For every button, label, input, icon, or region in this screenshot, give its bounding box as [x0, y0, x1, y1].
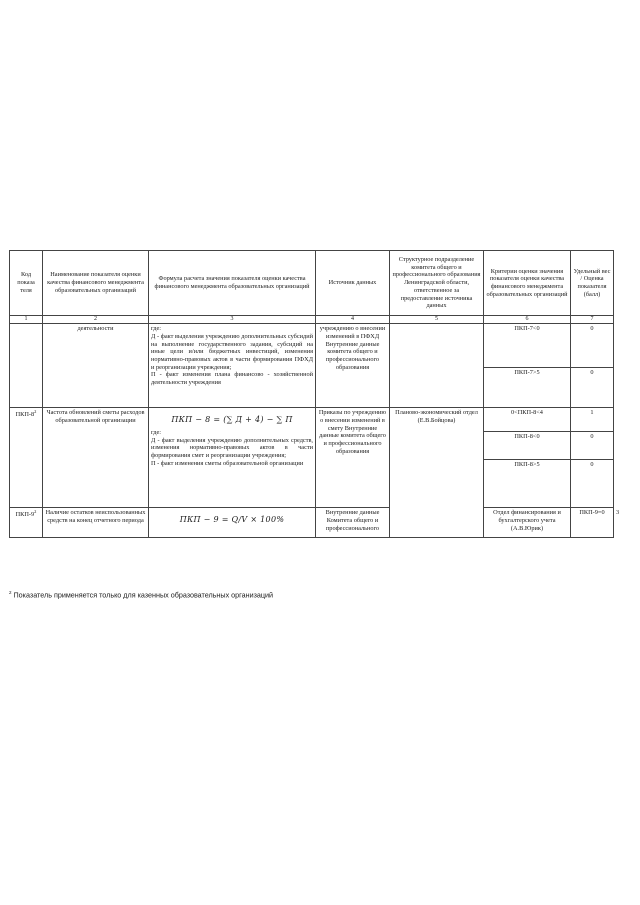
column-number: 2: [43, 316, 149, 324]
criteria-cell: ПКП-8>5: [484, 460, 571, 508]
indicator-name: деятельности: [43, 324, 149, 408]
table-header-row: [10, 251, 614, 316]
criteria-cell: ПКП-7<0: [484, 324, 571, 368]
code-cell: ПКП-$8^2$: [10, 408, 43, 508]
footnote-marker: 2: [9, 590, 12, 595]
formula-cell: [149, 408, 316, 508]
score-cell: 0: [571, 432, 614, 460]
formula-explanation: Д - факт выделения учреждению дополнительных субсидий на выполнение государственного задания, субсидий на иные цели и/или бюджетных инвестиций, изменения нормативно-правовых актов в части формирования ПФХД и реорганизации учреждения;: [151, 332, 313, 371]
score-cell: 0: [571, 460, 614, 508]
column-number: 4: [316, 316, 390, 324]
formula-explanation: П - факт изменения сметы образовательной организации: [151, 459, 304, 467]
formula-cell: [149, 508, 316, 538]
formula-explanation: Д - факт выделения учреждению дополнительных средств, изменения нормативно-правовых актов в части формирования смет и реорганизации учреждения;: [151, 436, 313, 460]
department-cell: [390, 324, 484, 408]
criteria-cell: 0<ПКП-8<4: [484, 408, 571, 432]
footnote: [9, 590, 569, 599]
score-cell: 1: [571, 408, 614, 432]
indicator-name: Частота обновлений сметы расходов образовательной организации: [43, 408, 149, 508]
header-name: Наименование показателя оценки качества финансового менеджмента образовательных организаций: [43, 251, 149, 316]
formula-where: где:: [151, 325, 162, 333]
code-cell: ПКП-$9^2$: [10, 508, 43, 538]
formula-cell: [149, 324, 316, 408]
header-weight: Удельный вес / Оценка показателя (балл): [571, 251, 614, 316]
column-number: 6: [484, 316, 571, 324]
table-row: [10, 408, 614, 432]
table-row: ПКП-$9^2$ Наличие остатков неиспользованных средств на конец отчетного периода ПКП − 9 = Q/V × 100% Внутренние данные Комитета общего и профессионального Отдел финансирования и бухгалтерского учета (А.В.Юрик) ПКП-9=0 3: [10, 508, 614, 538]
source-cell: учреждению о внесении изменений в ПФХД Внутренние данные комитета общего и профессионального образования: [316, 324, 390, 408]
code-cell: [10, 324, 43, 408]
footnote-text: Показатель применяется только для казенных образовательных организаций: [13, 590, 274, 600]
department-cell: Отдел финансирования и бухгалтерского учета (А.В.Юрик): [484, 508, 571, 538]
source-cell: Внутренние данные Комитета общего и профессионального: [316, 508, 390, 538]
formula-where: где:: [151, 429, 162, 437]
formula: ПКП − 8 = (∑ Д + 4) − ∑ П: [171, 415, 293, 425]
table-row: [10, 324, 614, 368]
header-department: Структурное подразделение комитета общего и профессионального образования Ленинградской области, ответственное за предоставление источника данных: [390, 251, 484, 316]
formula: ПКП − 9 = Q/V × 100%: [179, 515, 285, 525]
criteria-cell: ПКП-7>5: [484, 368, 571, 408]
indicators-table: [9, 250, 620, 538]
header-criteria: Критерии оценки значения показателя оценки качества финансового менеджмента образовательных организаций: [484, 251, 571, 316]
header-formula: Формула расчета значения показателя оценки качества финансового менеджмента образовательных организаций: [149, 251, 316, 316]
header-code: Код показа теля: [10, 251, 43, 316]
indicator-name: Наличие остатков неиспользованных средств на конец отчетного периода: [43, 508, 149, 538]
column-number: 1: [10, 316, 43, 324]
department-cell: Планово-экономический отдел (Е.В.Бойцова): [390, 408, 484, 538]
score-cell: 0: [571, 368, 614, 408]
criteria-cell: ПКП-8<0: [484, 432, 571, 460]
column-number: 5: [390, 316, 484, 324]
criteria-cell: ПКП-9=0: [571, 508, 614, 538]
column-number-row: [10, 316, 614, 324]
source-cell: Приказы по учреждению о внесении изменений в смету Внутренние данные комитета общего и профессионального образования: [316, 408, 390, 508]
score-cell: 0: [571, 324, 614, 368]
column-number: 3: [149, 316, 316, 324]
formula-explanation: П - факт изменения плана финансово - хозяйственной деятельности учреждения: [151, 371, 313, 387]
column-number: 7: [571, 316, 614, 324]
header-source: Источник данных: [316, 251, 390, 316]
